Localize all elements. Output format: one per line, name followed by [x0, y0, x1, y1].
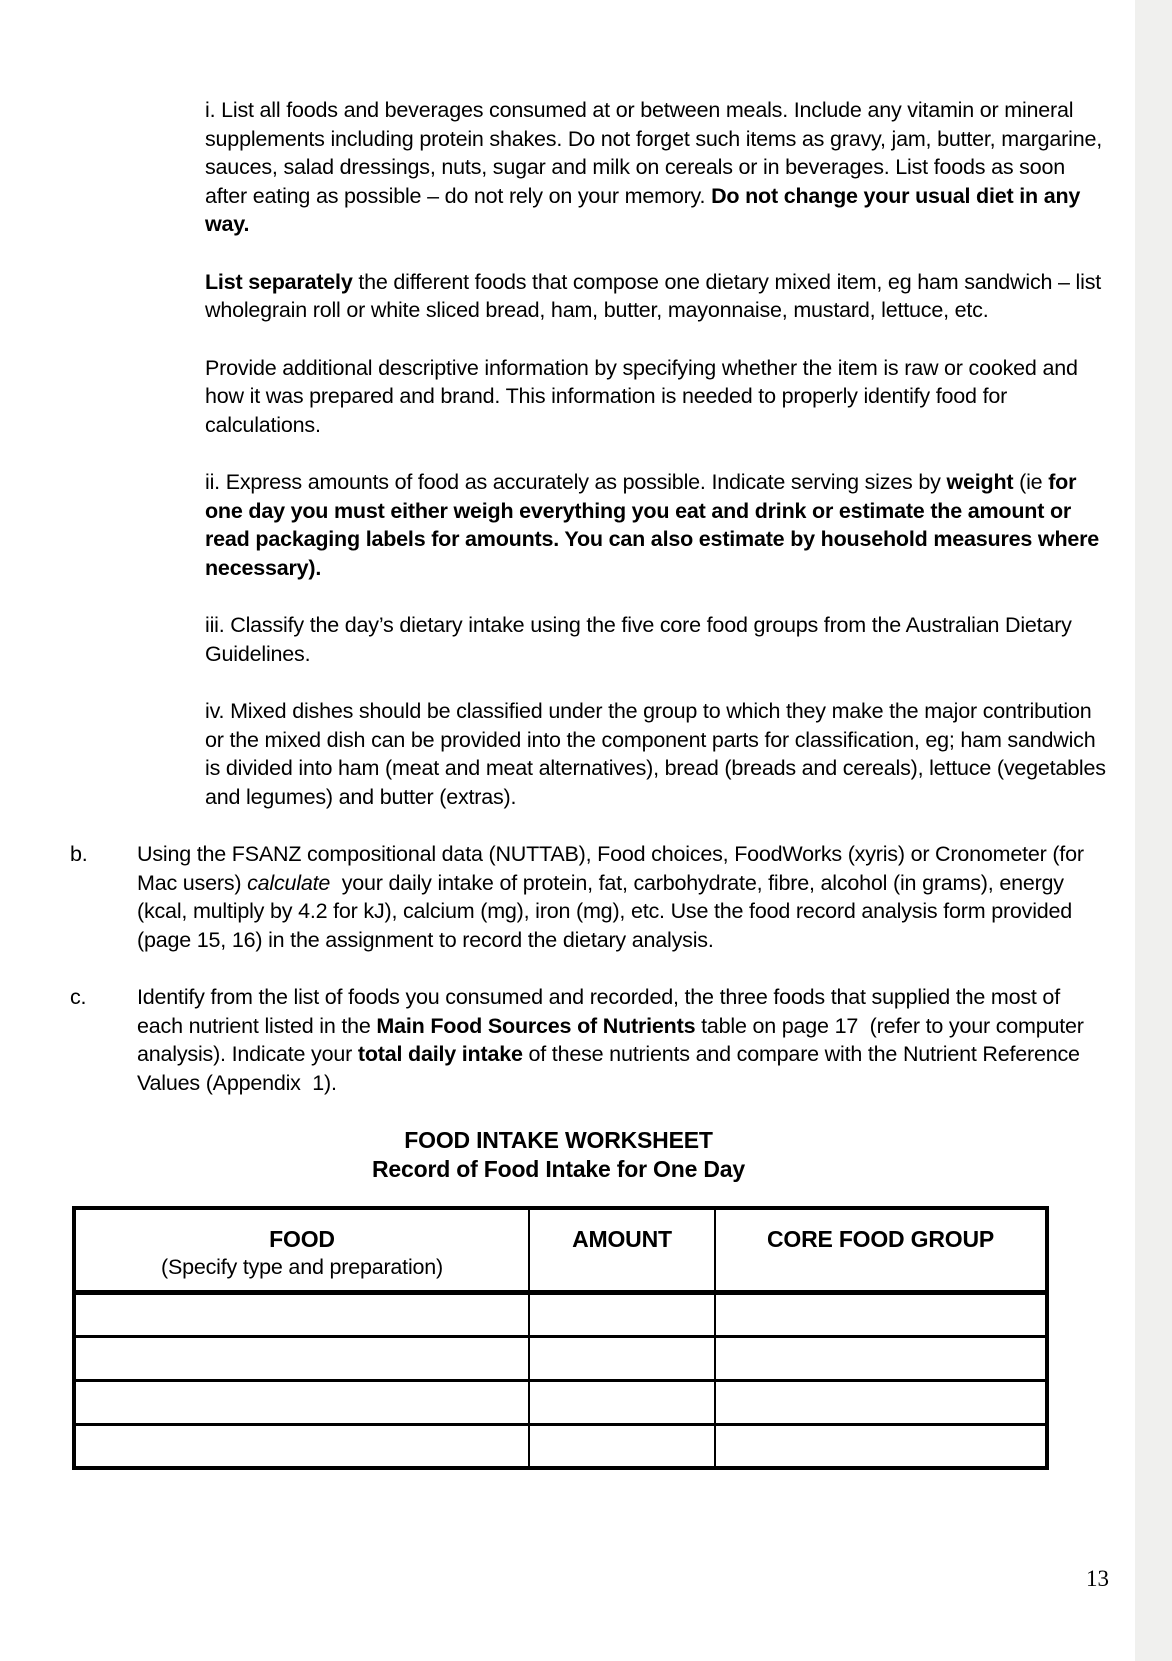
paragraph-list-separately	[205, 268, 1107, 325]
text-segment: Provide additional descriptive information by specifying whether the item is raw or cooked and how it was prepared and brand. This information is needed to properly identify food for calculations.	[205, 355, 1084, 437]
list-item-b	[70, 840, 1107, 954]
list-item-c-text	[137, 983, 1107, 1097]
text-segment: calculate	[247, 870, 331, 895]
empty-cell	[74, 1292, 529, 1336]
text-segment: of these nutrients and compare with the Nutrient Reference Values (Appendix 1).	[137, 1042, 1086, 1095]
paragraph-iv	[205, 697, 1112, 811]
text-segment: total daily intake	[357, 1042, 523, 1066]
empty-cell	[715, 1336, 1047, 1380]
text-segment: the different foods that compose one dietary mixed item, eg ham sandwich – list wholegrain roll or white sliced bread, ham, butter, mayonnaise, mustard, lettuce, etc.	[205, 269, 1107, 322]
worksheet-title: FOOD INTAKE WORKSHEET	[404, 1127, 713, 1153]
text-segment: your daily intake of protein, fat, carbohydrate, fibre, alcohol (in grams), energy (kcal, multiply by 4.2 for kJ), calcium (mg), iron (mg), etc. Use the food record analysis form provided (page 15, 16) in the assignment to record the dietary analysis.	[137, 870, 1078, 952]
text-segment: iii. Classify the day’s dietary intake using the five core food groups from the Australian Dietary Guidelines.	[205, 613, 1078, 666]
text-segment: table on page 17 (refer to your computer analysis). Indicate your	[137, 1013, 1090, 1066]
empty-cell	[529, 1336, 715, 1380]
text-segment: i. List all foods and beverages consumed at or between meals. Include any vitamin or mineral supplements including protein shakes. Do not forget such items as gravy, jam, butter, margarine, sauces, salad dressings, nuts, sugar and milk on cereals or in beverages. List foods as soon after eating as possible – do not rely on your memory.	[205, 98, 1108, 208]
text-segment: for one day you must either weigh everything you eat and drink or estimate the amount or read packaging labels for amounts. You can also estimate by household measures where necessary).	[205, 470, 1105, 580]
column-header-food-subtitle: (Specify type and preparation)	[160, 1255, 444, 1279]
table-row	[74, 1380, 1047, 1424]
worksheet-table-body	[74, 1292, 1047, 1468]
list-item-c	[70, 983, 1107, 1097]
paragraph-i	[205, 96, 1107, 239]
column-header-food	[74, 1208, 529, 1292]
page-edge-strip	[1135, 0, 1172, 1661]
table-row	[74, 1292, 1047, 1336]
empty-cell	[74, 1336, 529, 1380]
worksheet-table-header	[74, 1208, 1047, 1292]
table-row	[74, 1424, 1047, 1468]
worksheet-heading	[72, 1126, 1045, 1183]
empty-cell	[529, 1380, 715, 1424]
column-header-amount: AMOUNT	[529, 1208, 715, 1292]
list-item-b-text	[137, 840, 1107, 954]
text-segment: Do not change your usual diet in any way.	[205, 183, 1086, 236]
text-segment: List separately	[205, 269, 353, 294]
empty-cell	[74, 1380, 529, 1424]
paragraph-ii	[205, 468, 1107, 582]
worksheet-subtitle: Record of Food Intake for One Day	[372, 1155, 745, 1182]
text-segment: weight	[946, 470, 1014, 494]
text-segment: (ie	[1013, 470, 1049, 494]
list-item-c-label: c.	[70, 985, 87, 1009]
text-segment: Using the FSANZ compositional data (NUTTAB), Food choices, FoodWorks (xyris) or Cronometer (for Mac users)	[137, 842, 1090, 895]
empty-cell	[74, 1424, 529, 1468]
header-row	[74, 1208, 1047, 1292]
text-segment: Main Food Sources of Nutrients	[376, 1013, 696, 1038]
empty-cell	[715, 1292, 1047, 1336]
text-segment: ii. Express amounts of food as accurately as possible. Indicate serving sizes by	[205, 470, 947, 494]
paragraph-iii	[205, 611, 1107, 668]
empty-cell	[715, 1380, 1047, 1424]
column-header-core-food-group: CORE FOOD GROUP	[715, 1208, 1047, 1292]
page-number: 13	[1086, 1566, 1109, 1591]
empty-cell	[715, 1424, 1047, 1468]
paragraph-provide-additional	[205, 354, 1107, 440]
table-row	[74, 1336, 1047, 1380]
empty-cell	[529, 1292, 715, 1336]
empty-cell	[529, 1424, 715, 1468]
text-segment: iv. Mixed dishes should be classified under the group to which they make the major contribution or the mixed dish can be provided into the component parts for classification, eg; ham sandwich is divided into ham (meat and meat alternatives), bread (breads and cereals), lettuce (vegetables and legumes) and butter (extras).	[205, 699, 1112, 809]
column-header-food-title: FOOD	[269, 1226, 335, 1252]
worksheet-table	[72, 1206, 1049, 1470]
list-item-b-label: b.	[70, 842, 88, 866]
text-segment: Identify from the list of foods you consumed and recorded, the three foods that supplied the most of each nutrient listed in the	[137, 985, 1066, 1038]
